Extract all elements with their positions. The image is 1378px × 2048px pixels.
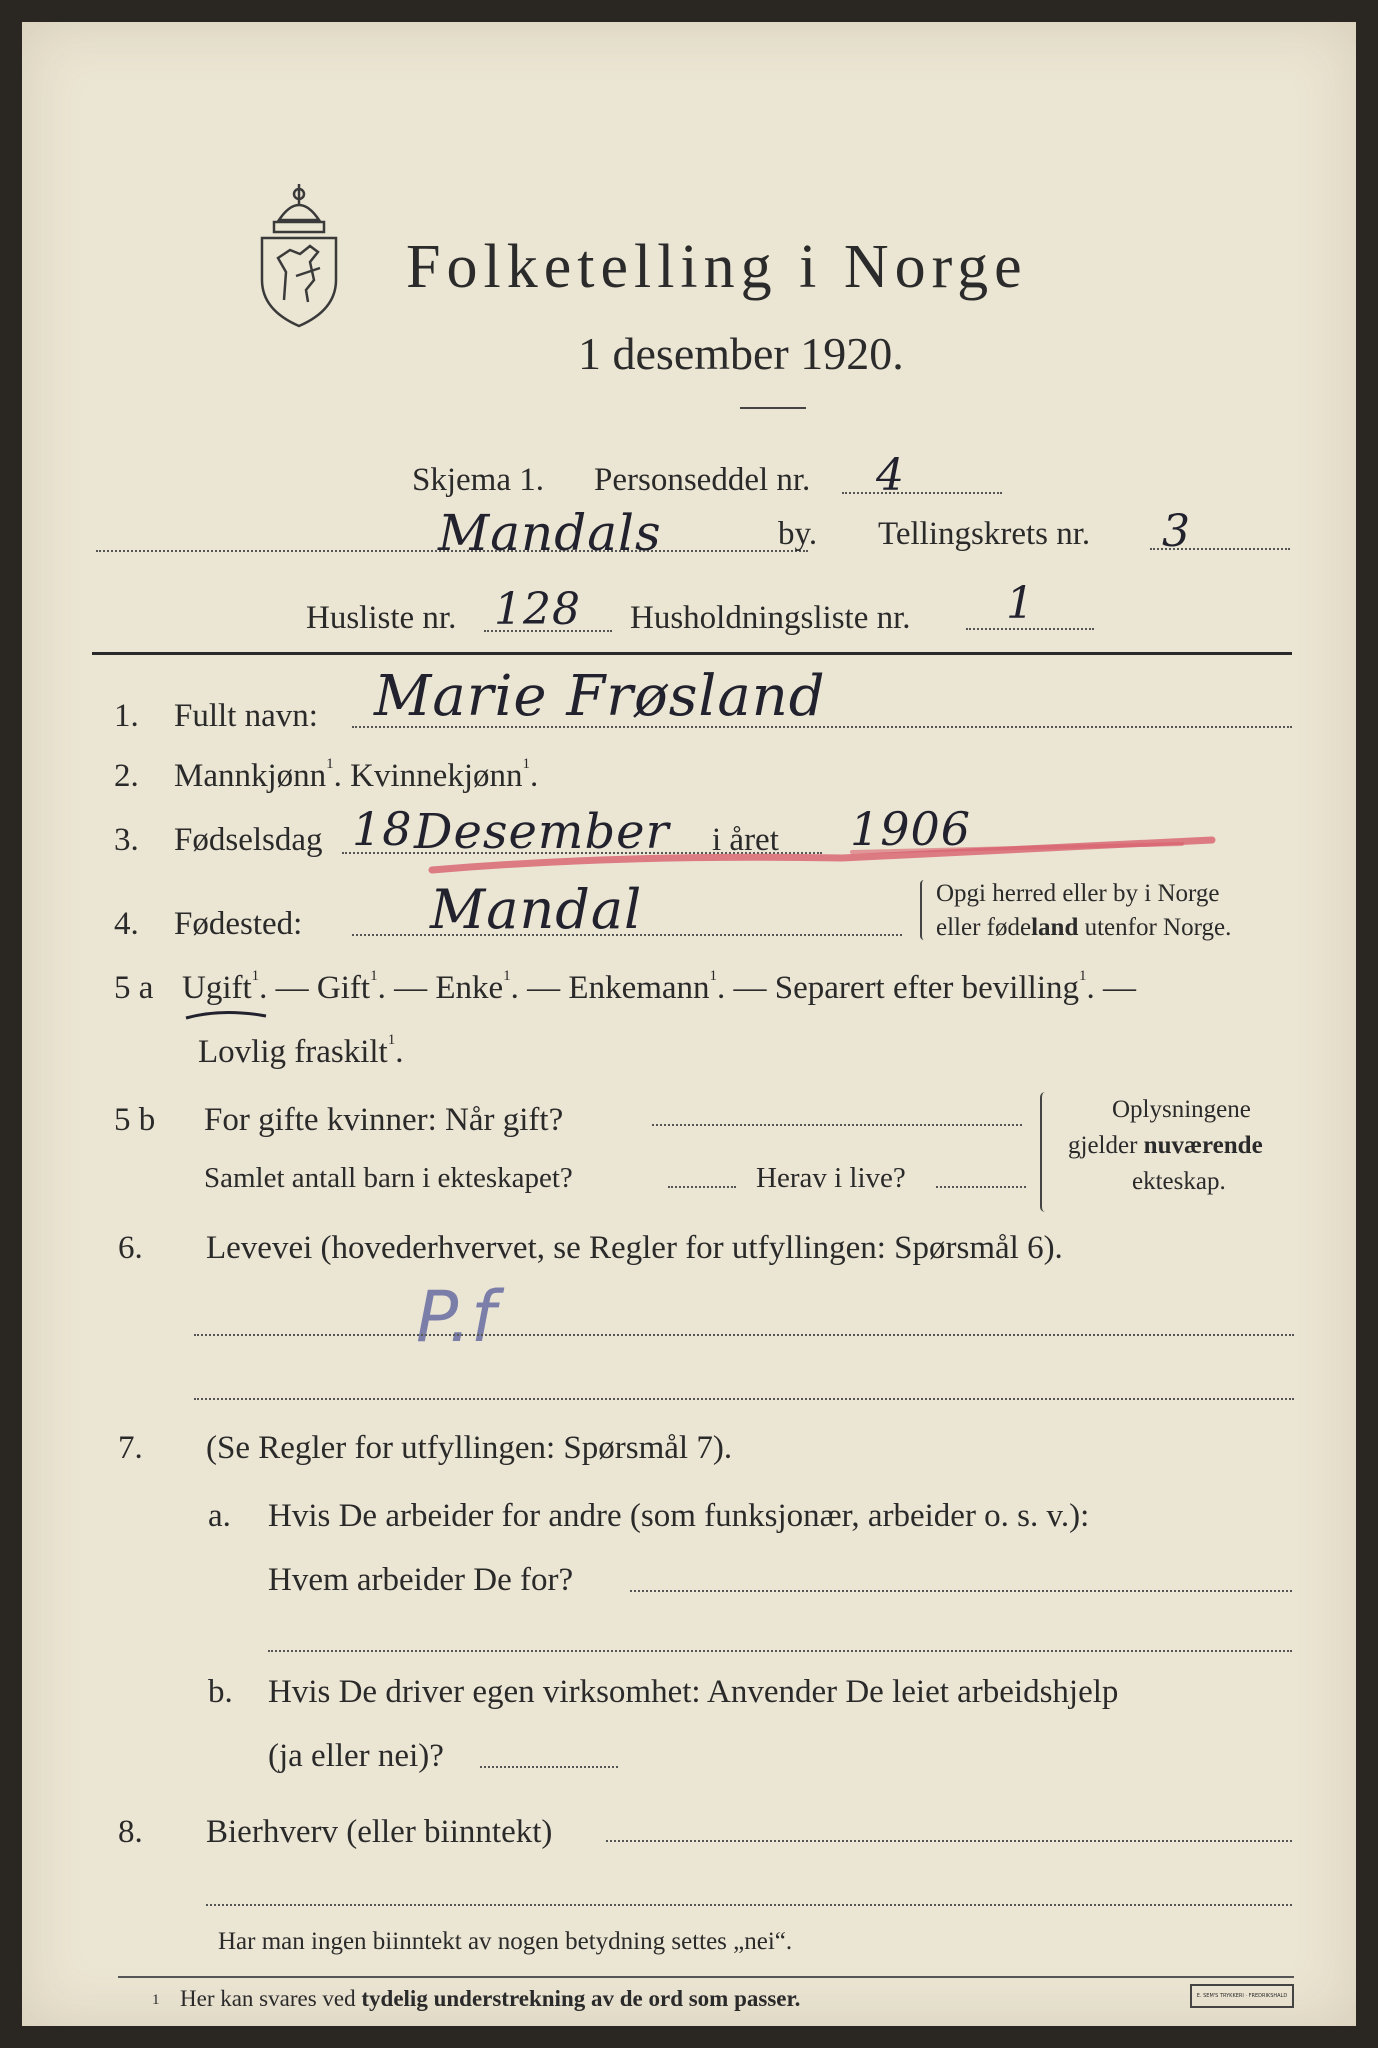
q5b-number: 5 b (114, 1102, 156, 1138)
city-value[interactable]: Mandals (438, 504, 662, 562)
q4-label: Fødested: (174, 906, 303, 942)
q7a-line2: Hvem arbeider De for? (268, 1562, 574, 1598)
q7-number: 7. (118, 1430, 143, 1466)
occupation-value[interactable]: P.f (416, 1276, 496, 1358)
personseddel-line (842, 492, 1002, 494)
option-fraskilt[interactable]: Lovlig fraskilt$^1$. (198, 1032, 404, 1070)
occupation-line-2 (194, 1398, 1294, 1400)
birth-month-value[interactable]: Desember (414, 804, 670, 860)
by-label: by. (778, 516, 818, 552)
option-enkemann[interactable]: — Enkemann (527, 970, 710, 1006)
husliste-value[interactable]: 128 (494, 584, 581, 635)
census-date: 1 desember 1920. (578, 328, 904, 379)
q7b-line1: Hvis De driver egen virksomhet: Anvender De leiet arbeidshjelp (268, 1674, 1119, 1710)
husliste-label: Husliste nr. (306, 600, 457, 636)
option-separert[interactable]: — Separert efter bevilling (733, 970, 1079, 1006)
q7b-line2: (ja eller nei)? (268, 1738, 444, 1774)
q7a-letter: a. (208, 1498, 231, 1534)
q4-note-line1: Opgi herred eller by i Norge (936, 880, 1220, 907)
birth-year-value[interactable]: 1906 (850, 802, 972, 856)
q3-label: Fødselsdag (174, 822, 323, 858)
children-alive-line[interactable] (936, 1186, 1026, 1188)
q5b-note1: Oplysningene (1112, 1096, 1251, 1123)
side-income-line-2[interactable] (206, 1904, 1292, 1906)
q8-note: Har man ingen biinntekt av nogen betydning settes „nei“. (218, 1928, 793, 1955)
q4-number: 4. (114, 906, 139, 942)
q5b-live-label: Herav i live? (756, 1162, 906, 1194)
husholdning-label: Husholdningsliste nr. (630, 600, 911, 636)
q1-label: Fullt navn: (174, 698, 318, 734)
footnote-mark: 1 (152, 1992, 160, 2008)
option-kvinnekjonn[interactable]: Kvinnekjønn (350, 758, 523, 794)
q7b-letter: b. (208, 1674, 233, 1710)
q6-number: 6. (118, 1230, 143, 1266)
ugift-underline (182, 1006, 272, 1026)
employer-line-2[interactable] (268, 1650, 1292, 1652)
q3-number: 3. (114, 822, 139, 858)
personseddel-label: Personseddel nr. (594, 462, 811, 498)
q5b-line2: Samlet antall barn i ekteskapet? (204, 1162, 573, 1194)
option-mannkjonn[interactable]: Mannkjønn (174, 758, 327, 794)
employer-line-1[interactable] (630, 1590, 1292, 1592)
q2-options: Mannkjønn$^1$. Kvinnekjønn$^1$. (174, 756, 539, 794)
tellingskrets-label: Tellingskrets nr. (878, 516, 1091, 552)
option-enke[interactable]: — Enke (394, 970, 504, 1006)
q4-note-line2: eller fødeland utenfor Norge. (936, 914, 1232, 941)
occupation-line-1 (194, 1334, 1294, 1336)
q5b-note2: gjelder nuværende (1068, 1132, 1263, 1159)
husholdning-value[interactable]: 1 (1006, 578, 1035, 629)
q7a-line1: Hvis De arbeider for andre (som funksjonær, arbeider o. s. v.): (268, 1498, 1090, 1534)
q8-number: 8. (118, 1814, 143, 1850)
coat-of-arms-icon (244, 180, 354, 330)
header-rule (92, 652, 1292, 655)
side-income-line-1[interactable] (606, 1840, 1292, 1842)
q6-label: Levevei (hovederhvervet, se Regler for utfyllingen: Spørsmål 6). (206, 1230, 1063, 1266)
form-title: Folketelling i Norge (406, 233, 1028, 301)
hired-help-line[interactable] (480, 1766, 618, 1768)
married-when-line[interactable] (652, 1124, 1022, 1126)
q5b-line1: For gifte kvinner: Når gift? (204, 1102, 564, 1138)
personseddel-value[interactable]: 4 (876, 450, 905, 501)
children-count-line[interactable] (668, 1186, 736, 1188)
option-ugift[interactable]: Ugift (182, 970, 252, 1006)
birthplace-value[interactable]: Mandal (430, 878, 643, 941)
tellingskrets-value[interactable]: 3 (1162, 506, 1191, 557)
q5b-note3: ekteskap. (1132, 1168, 1226, 1195)
birth-day-value[interactable]: 18 (352, 802, 413, 856)
year-label: i året (712, 822, 779, 858)
full-name-value[interactable]: Marie Frøsland (374, 664, 826, 729)
q7-label: (Se Regler for utfyllingen: Spørsmål 7). (206, 1430, 733, 1466)
q8-label: Bierhverv (eller biinntekt) (206, 1814, 553, 1850)
q5a-options: Ugift$^1$. — Gift$^1$. — Enke$^1$. — Enkemann$^1$. — Separert efter bevilling$^1$. — (182, 968, 1136, 1006)
q2-number: 2. (114, 758, 139, 794)
option-gift[interactable]: — Gift (275, 970, 371, 1006)
footnote-rule (118, 1976, 1294, 1978)
q5a-number: 5 a (114, 970, 154, 1006)
skjema-label: Skjema 1. (412, 462, 544, 498)
title-divider (740, 407, 806, 409)
q5b-brace (1040, 1092, 1050, 1212)
q4-brace (920, 880, 928, 940)
footnote-text: Her kan svares ved tydelig understrekning av de ord som passer. (180, 1986, 801, 2011)
census-form (22, 22, 1356, 2026)
q1-number: 1. (114, 698, 139, 734)
printer-stamp: E. SEM'S TRYKKERI · FREDRIKSHALD (1190, 1984, 1294, 2008)
